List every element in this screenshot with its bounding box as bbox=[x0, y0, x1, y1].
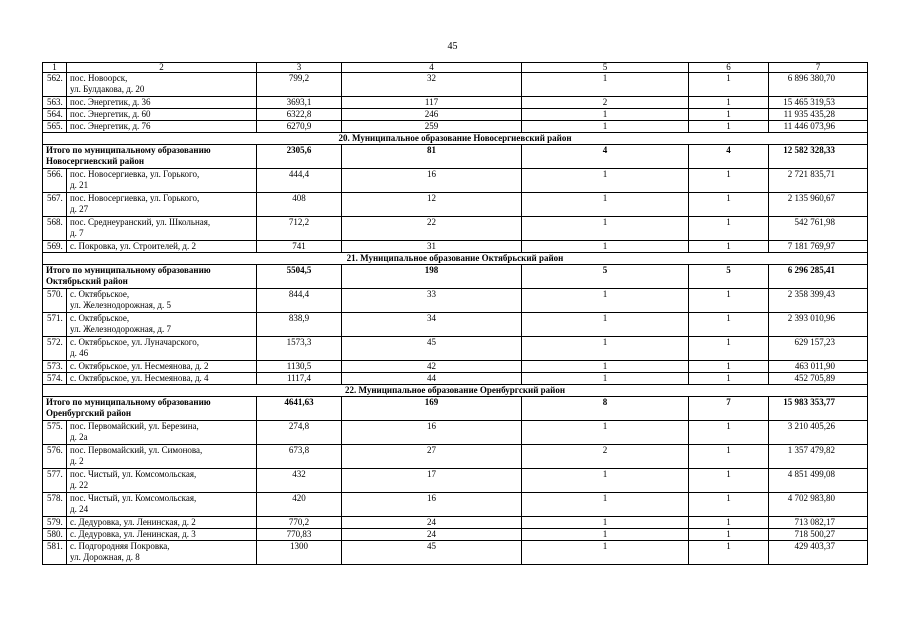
column-number-cell: 4 bbox=[342, 63, 522, 73]
area-cell: 444,4 bbox=[257, 169, 342, 193]
address-line: д. 27 bbox=[70, 204, 89, 214]
cost-cell: 4 851 499,08 bbox=[769, 469, 868, 493]
address-line: д. 21 bbox=[70, 180, 89, 190]
area-cell: 6322,8 bbox=[257, 109, 342, 121]
address-line: Итого по муниципальному образованию bbox=[46, 265, 211, 275]
residents-cell: 33 bbox=[342, 289, 522, 313]
col5-cell: 1 bbox=[522, 241, 689, 253]
address-cell bbox=[67, 493, 257, 517]
residents-cell: 24 bbox=[342, 529, 522, 541]
table-row bbox=[43, 289, 868, 313]
cost-cell: 452 705,89 bbox=[769, 373, 868, 385]
col6-cell: 1 bbox=[689, 517, 769, 529]
cost-cell: 429 403,37 bbox=[769, 541, 868, 565]
total-row bbox=[43, 265, 868, 289]
col6-cell: 1 bbox=[689, 73, 769, 97]
address-cell bbox=[67, 241, 257, 253]
total-row bbox=[43, 397, 868, 421]
col5-cell: 1 bbox=[522, 109, 689, 121]
cost-cell: 2 135 960,67 bbox=[769, 193, 868, 217]
address-line: Оренбургский район bbox=[46, 408, 132, 418]
area-cell: 1117,4 bbox=[257, 373, 342, 385]
address-cell bbox=[67, 445, 257, 469]
row-number-cell: 579. bbox=[43, 517, 67, 529]
col5-cell: 1 bbox=[522, 313, 689, 337]
address-line: д. 46 bbox=[70, 348, 89, 358]
residents-cell: 24 bbox=[342, 517, 522, 529]
area-cell: 5504,5 bbox=[257, 265, 342, 289]
table-row bbox=[43, 241, 868, 253]
residents-cell: 34 bbox=[342, 313, 522, 337]
address-line: Итого по муниципальному образованию bbox=[46, 145, 211, 155]
row-number-cell: 562. bbox=[43, 73, 67, 97]
cost-cell: 2 721 835,71 bbox=[769, 169, 868, 193]
address-line: пос. Энергетик, д. 76 bbox=[70, 121, 151, 131]
area-cell: 274,8 bbox=[257, 421, 342, 445]
address-line: д. 2 bbox=[70, 456, 84, 466]
residents-cell: 16 bbox=[342, 169, 522, 193]
row-number-cell: 580. bbox=[43, 529, 67, 541]
col5-cell: 1 bbox=[522, 373, 689, 385]
col6-cell: 1 bbox=[689, 217, 769, 241]
table-row bbox=[43, 73, 868, 97]
address-cell bbox=[67, 361, 257, 373]
area-cell: 420 bbox=[257, 493, 342, 517]
col6-cell: 5 bbox=[689, 265, 769, 289]
col5-cell: 1 bbox=[522, 529, 689, 541]
row-number-cell: 565. bbox=[43, 121, 67, 133]
col5-cell: 2 bbox=[522, 445, 689, 469]
col5-cell: 1 bbox=[522, 121, 689, 133]
col5-cell: 1 bbox=[522, 493, 689, 517]
address-cell bbox=[67, 169, 257, 193]
table-row bbox=[43, 517, 868, 529]
col6-cell: 1 bbox=[689, 241, 769, 253]
table-row bbox=[43, 529, 868, 541]
col5-cell: 1 bbox=[522, 517, 689, 529]
cost-cell: 4 702 983,80 bbox=[769, 493, 868, 517]
table-row bbox=[43, 109, 868, 121]
cost-cell: 463 011,90 bbox=[769, 361, 868, 373]
area-cell: 432 bbox=[257, 469, 342, 493]
residents-cell: 45 bbox=[342, 337, 522, 361]
total-label-cell bbox=[43, 397, 257, 421]
col5-cell: 1 bbox=[522, 193, 689, 217]
cost-cell: 542 761,98 bbox=[769, 217, 868, 241]
area-cell: 770,83 bbox=[257, 529, 342, 541]
address-line: с. Октябрьское, bbox=[70, 313, 130, 323]
area-cell: 4641,63 bbox=[257, 397, 342, 421]
col5-cell: 1 bbox=[522, 169, 689, 193]
residents-cell: 31 bbox=[342, 241, 522, 253]
column-number-cell: 2 bbox=[67, 63, 257, 73]
row-number-cell: 575. bbox=[43, 421, 67, 445]
row-number-cell: 563. bbox=[43, 97, 67, 109]
cost-cell: 11 446 073,96 bbox=[769, 121, 868, 133]
area-cell: 799,2 bbox=[257, 73, 342, 97]
col6-cell: 1 bbox=[689, 541, 769, 565]
residents-cell: 169 bbox=[342, 397, 522, 421]
area-cell: 844,4 bbox=[257, 289, 342, 313]
residents-cell: 16 bbox=[342, 421, 522, 445]
address-cell bbox=[67, 373, 257, 385]
area-cell: 712,2 bbox=[257, 217, 342, 241]
column-number-cell: 1 bbox=[43, 63, 67, 73]
total-label-cell bbox=[43, 265, 257, 289]
address-line: ул. Железнодорожная, д. 5 bbox=[70, 300, 172, 310]
col5-cell: 1 bbox=[522, 289, 689, 313]
table-row bbox=[43, 97, 868, 109]
address-line: с. Октябрьское, ул. Несмеянова, д. 4 bbox=[70, 373, 209, 383]
section-heading-row bbox=[43, 253, 868, 265]
cost-cell: 2 393 010,96 bbox=[769, 313, 868, 337]
page-number: 45 bbox=[447, 41, 458, 52]
residents-cell: 246 bbox=[342, 109, 522, 121]
residents-cell: 42 bbox=[342, 361, 522, 373]
cost-cell: 713 082,17 bbox=[769, 517, 868, 529]
residents-cell: 117 bbox=[342, 97, 522, 109]
table-row bbox=[43, 169, 868, 193]
column-number-cell: 5 bbox=[522, 63, 689, 73]
address-line: Новосергиевский район bbox=[46, 156, 145, 166]
residents-cell: 22 bbox=[342, 217, 522, 241]
col5-cell: 1 bbox=[522, 469, 689, 493]
address-line: пос. Новосергиевка, ул. Горького, bbox=[70, 169, 200, 179]
area-cell: 838,9 bbox=[257, 313, 342, 337]
row-number-cell: 571. bbox=[43, 313, 67, 337]
row-number-cell: 564. bbox=[43, 109, 67, 121]
cost-cell: 6 296 285,41 bbox=[769, 265, 868, 289]
row-number-cell: 566. bbox=[43, 169, 67, 193]
address-line: пос. Первомайский, ул. Березина, bbox=[70, 421, 199, 431]
address-cell bbox=[67, 121, 257, 133]
residents-cell: 12 bbox=[342, 193, 522, 217]
total-row bbox=[43, 145, 868, 169]
address-line: с. Дедуровка, ул. Ленинская, д. 2 bbox=[70, 517, 196, 527]
table-row bbox=[43, 493, 868, 517]
col5-cell: 1 bbox=[522, 217, 689, 241]
cost-cell: 15 983 353,77 bbox=[769, 397, 868, 421]
table-row bbox=[43, 313, 868, 337]
address-cell bbox=[67, 337, 257, 361]
section-heading: 21. Муниципальное образование Октябрьский район bbox=[43, 253, 868, 265]
col5-cell: 1 bbox=[522, 421, 689, 445]
area-cell: 1573,3 bbox=[257, 337, 342, 361]
col6-cell: 1 bbox=[689, 289, 769, 313]
residents-cell: 32 bbox=[342, 73, 522, 97]
row-number-cell: 577. bbox=[43, 469, 67, 493]
cost-cell: 15 465 319,53 bbox=[769, 97, 868, 109]
area-cell: 673,8 bbox=[257, 445, 342, 469]
address-line: пос. Энергетик, д. 36 bbox=[70, 97, 151, 107]
housing-table bbox=[42, 62, 868, 565]
address-line: пос. Чистый, ул. Комсомольская, bbox=[70, 493, 197, 503]
col6-cell: 1 bbox=[689, 313, 769, 337]
cost-cell: 6 896 380,70 bbox=[769, 73, 868, 97]
address-line: пос. Энергетик, д. 60 bbox=[70, 109, 151, 119]
residents-cell: 44 bbox=[342, 373, 522, 385]
address-cell bbox=[67, 421, 257, 445]
row-number-cell: 581. bbox=[43, 541, 67, 565]
residents-cell: 16 bbox=[342, 493, 522, 517]
total-label-cell bbox=[43, 145, 257, 169]
area-cell: 6270,9 bbox=[257, 121, 342, 133]
address-line: д. 7 bbox=[70, 228, 84, 238]
cost-cell: 7 181 769,97 bbox=[769, 241, 868, 253]
section-heading: 22. Муниципальное образование Оренбургский район bbox=[43, 385, 868, 397]
section-heading-row bbox=[43, 133, 868, 145]
table-row bbox=[43, 469, 868, 493]
address-line: с. Дедуровка, ул. Ленинская, д. 3 bbox=[70, 529, 196, 539]
table-row bbox=[43, 217, 868, 241]
address-line: с. Октябрьское, ул. Луначарского, bbox=[70, 337, 199, 347]
col6-cell: 1 bbox=[689, 97, 769, 109]
residents-cell: 259 bbox=[342, 121, 522, 133]
area-cell: 741 bbox=[257, 241, 342, 253]
cost-cell: 3 210 405,26 bbox=[769, 421, 868, 445]
col5-cell: 5 bbox=[522, 265, 689, 289]
col6-cell: 1 bbox=[689, 121, 769, 133]
row-number-cell: 569. bbox=[43, 241, 67, 253]
address-line: пос. Новоорск, bbox=[70, 73, 128, 83]
col6-cell: 1 bbox=[689, 373, 769, 385]
address-line: д. 2а bbox=[70, 432, 88, 442]
row-number-cell: 567. bbox=[43, 193, 67, 217]
col6-cell: 4 bbox=[689, 145, 769, 169]
col6-cell: 1 bbox=[689, 361, 769, 373]
col5-cell: 1 bbox=[522, 337, 689, 361]
address-cell bbox=[67, 517, 257, 529]
address-line: пос. Первомайский, ул. Симонова, bbox=[70, 445, 203, 455]
table-row bbox=[43, 421, 868, 445]
col6-cell: 1 bbox=[689, 169, 769, 193]
address-cell bbox=[67, 313, 257, 337]
col5-cell: 8 bbox=[522, 397, 689, 421]
address-cell bbox=[67, 217, 257, 241]
residents-cell: 45 bbox=[342, 541, 522, 565]
address-cell bbox=[67, 73, 257, 97]
cost-cell: 629 157,23 bbox=[769, 337, 868, 361]
residents-cell: 81 bbox=[342, 145, 522, 169]
row-number-cell: 570. bbox=[43, 289, 67, 313]
area-cell: 2305,6 bbox=[257, 145, 342, 169]
residents-cell: 27 bbox=[342, 445, 522, 469]
address-cell bbox=[67, 289, 257, 313]
table-row bbox=[43, 541, 868, 565]
column-number-cell: 7 bbox=[769, 63, 868, 73]
address-cell bbox=[67, 193, 257, 217]
cost-cell: 1 357 479,82 bbox=[769, 445, 868, 469]
cost-cell: 718 500,27 bbox=[769, 529, 868, 541]
address-cell bbox=[67, 541, 257, 565]
row-number-cell: 578. bbox=[43, 493, 67, 517]
table-row bbox=[43, 373, 868, 385]
row-number-cell: 568. bbox=[43, 217, 67, 241]
col5-cell: 1 bbox=[522, 73, 689, 97]
address-cell bbox=[67, 529, 257, 541]
col6-cell: 1 bbox=[689, 469, 769, 493]
row-number-cell: 574. bbox=[43, 373, 67, 385]
table-row bbox=[43, 445, 868, 469]
area-cell: 408 bbox=[257, 193, 342, 217]
address-line: ул. Дорожная, д. 8 bbox=[70, 552, 140, 562]
col5-cell: 1 bbox=[522, 541, 689, 565]
section-heading: 20. Муниципальное образование Новосергиевский район bbox=[43, 133, 868, 145]
col6-cell: 1 bbox=[689, 421, 769, 445]
address-line: Октябрьский район bbox=[46, 276, 128, 286]
col6-cell: 1 bbox=[689, 193, 769, 217]
col6-cell: 1 bbox=[689, 493, 769, 517]
col6-cell: 1 bbox=[689, 529, 769, 541]
area-cell: 1130,5 bbox=[257, 361, 342, 373]
row-number-cell: 576. bbox=[43, 445, 67, 469]
address-cell bbox=[67, 469, 257, 493]
area-cell: 770,2 bbox=[257, 517, 342, 529]
col6-cell: 1 bbox=[689, 337, 769, 361]
address-line: пос. Среднеуранский, ул. Школьная, bbox=[70, 217, 211, 227]
cost-cell: 11 935 435,28 bbox=[769, 109, 868, 121]
address-line: с. Покровка, ул. Строителей, д. 2 bbox=[70, 241, 196, 251]
area-cell: 1300 bbox=[257, 541, 342, 565]
address-line: д. 22 bbox=[70, 480, 89, 490]
col5-cell: 2 bbox=[522, 97, 689, 109]
table-row bbox=[43, 193, 868, 217]
address-line: ул. Железнодорожная, д. 7 bbox=[70, 324, 172, 334]
cost-cell: 2 358 399,43 bbox=[769, 289, 868, 313]
column-number-row bbox=[43, 63, 868, 73]
residents-cell: 17 bbox=[342, 469, 522, 493]
cost-cell: 12 582 328,33 bbox=[769, 145, 868, 169]
address-line: ул. Булдакова, д. 20 bbox=[70, 84, 145, 94]
col6-cell: 1 bbox=[689, 109, 769, 121]
address-line: с. Октябрьское, ул. Несмеянова, д. 2 bbox=[70, 361, 209, 371]
col6-cell: 7 bbox=[689, 397, 769, 421]
table-row bbox=[43, 337, 868, 361]
col5-cell: 4 bbox=[522, 145, 689, 169]
address-line: пос. Новосергиевка, ул. Горького, bbox=[70, 193, 200, 203]
row-number-cell: 573. bbox=[43, 361, 67, 373]
area-cell: 3693,1 bbox=[257, 97, 342, 109]
col5-cell: 1 bbox=[522, 361, 689, 373]
address-line: с. Подгородняя Покровка, bbox=[70, 541, 170, 551]
table-row bbox=[43, 121, 868, 133]
residents-cell: 198 bbox=[342, 265, 522, 289]
address-line: пос. Чистый, ул. Комсомольская, bbox=[70, 469, 197, 479]
address-cell bbox=[67, 109, 257, 121]
section-heading-row bbox=[43, 385, 868, 397]
row-number-cell: 572. bbox=[43, 337, 67, 361]
table-row bbox=[43, 361, 868, 373]
column-number-cell: 3 bbox=[257, 63, 342, 73]
address-line: Итого по муниципальному образованию bbox=[46, 397, 211, 407]
address-line: д. 24 bbox=[70, 504, 89, 514]
col6-cell: 1 bbox=[689, 445, 769, 469]
address-cell bbox=[67, 97, 257, 109]
table-body bbox=[43, 63, 868, 565]
address-line: с. Октябрьское, bbox=[70, 289, 130, 299]
column-number-cell: 6 bbox=[689, 63, 769, 73]
